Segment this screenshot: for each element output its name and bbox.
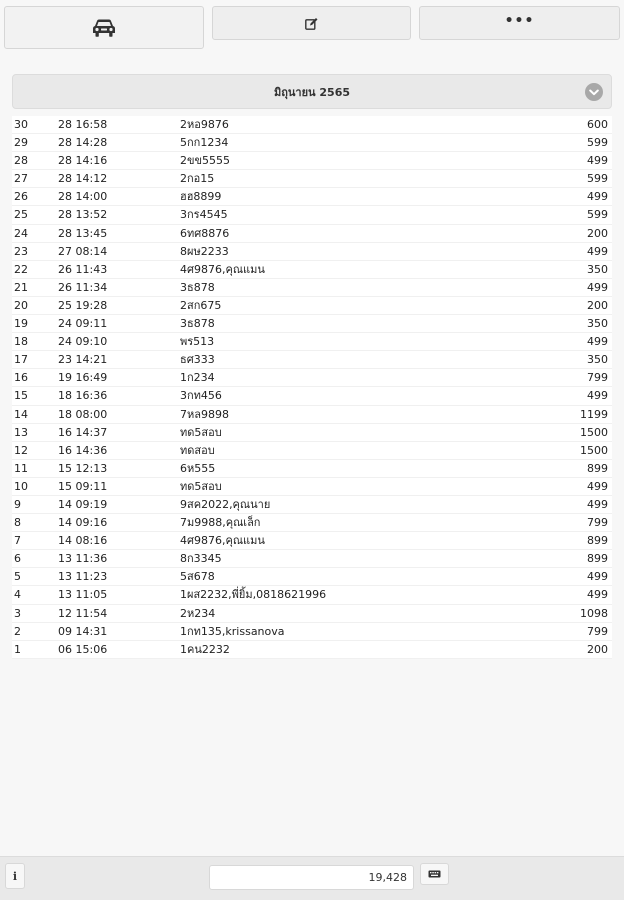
row-time: 15 12:13	[58, 461, 108, 475]
row-number: 3	[14, 606, 21, 620]
row-time: 14 08:16	[58, 534, 108, 548]
row-plate: 2ขข5555	[180, 154, 231, 168]
row-number: 16	[14, 371, 28, 385]
more-icon: •••	[504, 13, 535, 29]
list-item[interactable]	[12, 333, 612, 351]
row-amount: 350	[587, 353, 608, 367]
row-amount: 799	[587, 624, 608, 638]
month-select[interactable]	[12, 74, 612, 109]
row-number: 20	[14, 298, 28, 312]
row-time: 14 09:16	[58, 516, 108, 530]
row-number: 21	[14, 280, 28, 294]
list-item[interactable]	[12, 134, 612, 152]
total-field: 19,428	[209, 865, 414, 890]
row-plate: 3กท456	[180, 389, 222, 403]
footer-bar	[0, 856, 624, 900]
row-amount: 599	[587, 208, 608, 222]
keyboard-icon	[428, 870, 441, 878]
row-plate: 1กท135,krissanova	[180, 624, 285, 638]
row-time: 13 11:36	[58, 552, 108, 566]
row-plate: 8ผษ2233	[180, 244, 229, 258]
chevron-down-icon	[585, 83, 603, 101]
month-label: มิถุนายน 2565	[273, 85, 351, 99]
row-time: 23 14:21	[58, 353, 108, 367]
list-item[interactable]	[12, 351, 612, 369]
list-item[interactable]	[12, 116, 612, 134]
row-amount: 1500	[580, 443, 608, 457]
tab-car[interactable]	[4, 6, 204, 49]
row-time: 13 11:05	[58, 588, 108, 602]
row-plate: 9สค2022,คุณนาย	[180, 497, 271, 511]
row-plate: 4ศ9876,คุณแมน	[180, 262, 265, 276]
row-time: 18 08:00	[58, 407, 108, 421]
row-number: 8	[14, 516, 21, 530]
tab-edit[interactable]	[212, 6, 411, 40]
row-amount: 350	[587, 262, 608, 276]
list-item[interactable]	[12, 406, 612, 424]
list-item[interactable]	[12, 170, 612, 188]
row-amount: 499	[587, 497, 608, 511]
row-plate: 2กอ15	[180, 172, 215, 186]
list-item[interactable]	[12, 623, 612, 641]
list-item[interactable]	[12, 641, 612, 659]
row-number: 2	[14, 624, 21, 638]
row-amount: 599	[587, 136, 608, 150]
row-plate: 7ม9988,คุณเล็ก	[180, 516, 261, 530]
row-amount: 499	[587, 244, 608, 258]
row-number: 13	[14, 425, 28, 439]
row-time: 15 09:11	[58, 479, 108, 493]
row-number: 24	[14, 226, 28, 240]
row-time: 28 13:52	[58, 208, 108, 222]
row-amount: 200	[587, 642, 608, 656]
row-amount: 599	[587, 172, 608, 186]
list-item[interactable]	[12, 261, 612, 279]
keyboard-button[interactable]	[420, 863, 449, 885]
list-item[interactable]	[12, 152, 612, 170]
row-amount: 899	[587, 552, 608, 566]
row-time: 24 09:11	[58, 317, 108, 331]
info-icon: i	[12, 869, 18, 883]
list-item[interactable]	[12, 514, 612, 532]
list-item[interactable]	[12, 496, 612, 514]
row-amount: 499	[587, 335, 608, 349]
row-number: 10	[14, 479, 28, 493]
list-item[interactable]	[12, 532, 612, 550]
edit-icon	[305, 17, 318, 30]
row-amount: 499	[587, 154, 608, 168]
row-time: 14 09:19	[58, 497, 108, 511]
row-number: 5	[14, 570, 21, 584]
row-number: 26	[14, 190, 28, 204]
row-amount: 600	[587, 118, 608, 131]
row-plate: พร513	[180, 335, 215, 349]
row-plate: 3ธ878	[180, 280, 215, 294]
row-number: 19	[14, 317, 28, 331]
row-number: 22	[14, 262, 28, 276]
list-item[interactable]	[12, 206, 612, 224]
row-amount: 1500	[580, 425, 608, 439]
row-number: 30	[14, 118, 28, 131]
row-plate: 1ผส2232,พี่ยิ้ม,0818621996	[180, 588, 327, 602]
row-time: 27 08:14	[58, 244, 108, 258]
row-time: 28 13:45	[58, 226, 108, 240]
row-time: 28 14:00	[58, 190, 108, 204]
row-amount: 1098	[580, 606, 608, 620]
row-time: 28 14:28	[58, 136, 108, 150]
row-time: 16 14:37	[58, 425, 108, 439]
row-time: 25 19:28	[58, 298, 108, 312]
row-plate: 8ก3345	[180, 552, 222, 566]
row-time: 16 14:36	[58, 443, 108, 457]
row-amount: 499	[587, 389, 608, 403]
row-number: 15	[14, 389, 28, 403]
row-time: 19 16:49	[58, 371, 108, 385]
list-item[interactable]	[12, 424, 612, 442]
row-time: 18 16:36	[58, 389, 108, 403]
list-item[interactable]	[12, 460, 612, 478]
row-plate: ฮฮ8899	[180, 190, 222, 204]
row-time: 09 14:31	[58, 624, 108, 638]
row-time: 24 09:10	[58, 335, 108, 349]
row-number: 17	[14, 353, 28, 367]
row-plate: 2สก675	[180, 298, 222, 312]
row-time: 26 11:34	[58, 280, 108, 294]
list-item[interactable]	[12, 568, 612, 586]
row-amount: 899	[587, 534, 608, 548]
row-time: 28 14:12	[58, 172, 108, 186]
row-plate: 3ธ878	[180, 317, 215, 331]
list-item[interactable]	[12, 297, 612, 315]
row-amount: 499	[587, 280, 608, 294]
row-number: 29	[14, 136, 28, 150]
list-item[interactable]	[12, 369, 612, 387]
row-plate: ทดสอบ	[180, 443, 215, 457]
list-item[interactable]	[12, 315, 612, 333]
row-plate: 5กก1234	[180, 136, 229, 150]
row-plate: 2ห234	[180, 606, 216, 620]
row-plate: 6ห555	[180, 461, 216, 475]
row-plate: 7หล9898	[180, 407, 229, 421]
list-item[interactable]	[12, 586, 612, 604]
list-item[interactable]	[12, 442, 612, 460]
row-number: 9	[14, 497, 21, 511]
list-item[interactable]	[12, 478, 612, 496]
row-amount: 499	[587, 479, 608, 493]
row-amount: 799	[587, 516, 608, 530]
row-time: 28 14:16	[58, 154, 108, 168]
row-plate: ทด5สอบ	[180, 479, 222, 493]
row-number: 6	[14, 552, 21, 566]
row-plate: 1ก234	[180, 371, 215, 385]
row-plate: 1คน2232	[180, 642, 230, 656]
row-amount: 799	[587, 371, 608, 385]
row-amount: 499	[587, 190, 608, 204]
car-icon	[92, 19, 116, 37]
row-plate: ธศ333	[180, 353, 215, 367]
row-time: 13 11:23	[58, 570, 108, 584]
list-item[interactable]	[12, 605, 612, 623]
row-amount: 350	[587, 317, 608, 331]
info-button[interactable]	[5, 863, 25, 889]
list-item[interactable]	[12, 550, 612, 568]
row-time: 06 15:06	[58, 642, 108, 656]
tab-more[interactable]	[419, 6, 620, 40]
row-amount: 499	[587, 570, 608, 584]
row-number: 18	[14, 335, 28, 349]
row-number: 27	[14, 172, 28, 186]
row-plate: 6ทศ8876	[180, 226, 230, 240]
row-number: 25	[14, 208, 28, 222]
row-number: 12	[14, 443, 28, 457]
row-plate: ทด5สอบ	[180, 425, 222, 439]
list-item[interactable]	[12, 188, 612, 206]
row-plate: 2หอ9876	[180, 118, 229, 131]
row-number: 23	[14, 244, 28, 258]
row-number: 4	[14, 588, 21, 602]
row-number: 7	[14, 534, 21, 548]
row-number: 14	[14, 407, 28, 421]
transaction-list	[12, 116, 612, 659]
row-amount: 499	[587, 588, 608, 602]
row-time: 12 11:54	[58, 606, 108, 620]
row-plate: 4ศ9876,คุณแมน	[180, 534, 265, 548]
row-amount: 899	[587, 461, 608, 475]
row-number: 28	[14, 154, 28, 168]
row-amount: 200	[587, 226, 608, 240]
row-time: 26 11:43	[58, 262, 108, 276]
row-number: 1	[14, 642, 21, 656]
list-item[interactable]	[12, 243, 612, 261]
row-plate: 3กร4545	[180, 208, 228, 222]
row-plate: 5ส678	[180, 570, 215, 584]
list-item[interactable]	[12, 225, 612, 243]
row-amount: 1199	[580, 407, 608, 421]
tab-bar	[4, 6, 620, 50]
row-amount: 200	[587, 298, 608, 312]
row-time: 28 16:58	[58, 118, 108, 131]
list-item[interactable]	[12, 279, 612, 297]
list-item[interactable]	[12, 387, 612, 405]
row-number: 11	[14, 461, 28, 475]
